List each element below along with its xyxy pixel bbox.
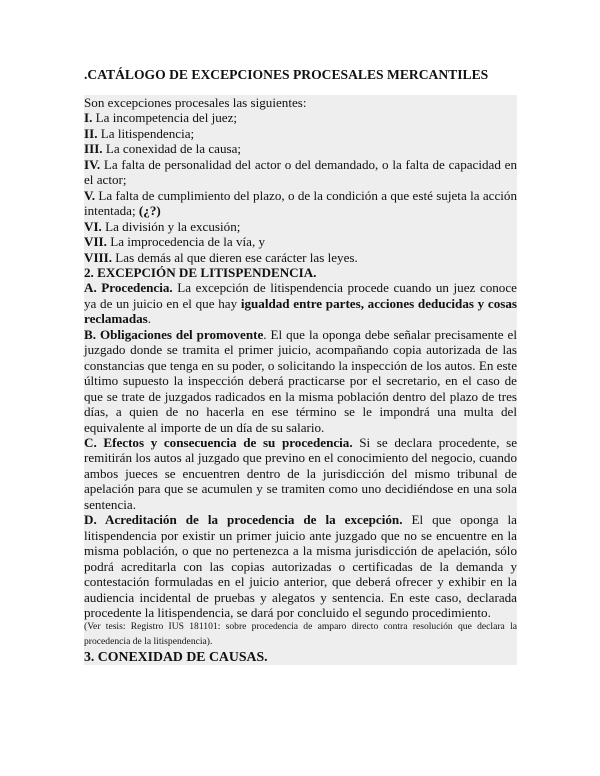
item-text: La improcedencia de la vía, y: [106, 234, 266, 250]
list-item: [84, 234, 517, 249]
item-text: La litispendencia;: [97, 125, 195, 141]
item-number: V.: [84, 187, 96, 203]
paragraph-b: [84, 327, 517, 435]
paragraph-end: .: [147, 311, 152, 327]
list-item: [84, 141, 517, 156]
item-query-mark: (¿?): [138, 203, 161, 219]
paragraph-c: [84, 435, 517, 512]
item-number: VII.: [84, 234, 107, 250]
paragraph-heading: B. Obligaciones del promovente: [84, 326, 264, 342]
item-text: La falta de cumplimiento del plazo, o de la condición a que esté sujeta la acción intentada;: [84, 187, 517, 219]
list-item: [84, 219, 517, 234]
paragraph-text: . El que la oponga debe señalar precisamente el juzgado donde se tramita el primer juicio, acompañando copia autorizada de las constancias que tenga en su poder, o solicitando la inspección de los autos. En este último supuesto la inspección deberá practicarse por el secretario, en el caso de que se trate de juzgados radicados en la misma población dentro del plazo de tres días, a quien de no hacerla en ese término se le impondrá una multa del equivalente al importe de un día de su salario.: [84, 326, 517, 435]
document-title: .CATÁLOGO DE EXCEPCIONES PROCESALES MERCANTILES: [84, 67, 489, 82]
section-heading: 3. CONEXIDAD DE CAUSAS.: [84, 649, 268, 665]
list-item: [84, 157, 517, 188]
item-number: VIII.: [84, 249, 113, 265]
paragraph-text: El que oponga la litispendencia por existir un primer juicio ante juzgado que no se encuentre en la misma población, o que no pertenezca a la misma jurisdicción de apelación, sólo podrá acreditarla con las copias autorizadas o certificadas de la demanda y contestación formuladas en el juicio anterior, que deberá ofrecer y exhibir en la audiencia incidental de pruebas y alegatos y sentencia. En este caso, declarada procedente la litispendencia, se dará por concluido el segundo procedimiento.: [84, 512, 517, 620]
item-text: La falta de personalidad del actor o del demandado, o la falta de capacidad en el actor;: [84, 156, 517, 188]
item-text: La conexidad de la causa;: [102, 141, 242, 157]
item-text: La división y la excusión;: [101, 218, 241, 234]
paragraph-emphasis: igualdad entre partes, acciones deducidas y cosas reclamadas: [84, 295, 517, 327]
paragraph-heading: C. Efectos y consecuencia de su procedencia.: [84, 434, 353, 450]
paragraph-d: [84, 512, 517, 620]
item-text: Las demás al que dieren ese carácter las leyes.: [112, 249, 358, 265]
list-item: [84, 126, 517, 141]
document-body: [84, 95, 517, 665]
paragraph-a: [84, 280, 517, 326]
item-number: III.: [84, 141, 103, 157]
item-text: La incompetencia del juez;: [92, 110, 238, 126]
item-number: IV.: [84, 156, 101, 172]
paragraph-heading: D. Acreditación de la procedencia de la excepción.: [84, 512, 403, 528]
list-item: [84, 188, 517, 219]
section-heading: 2. EXCEPCIÓN DE LITISPENDENCIA.: [84, 264, 317, 280]
reference-note: (Ver tesis: Registro IUS 181101: sobre procedencia de amparo directo contra resolución que declara la procedencia de la litispendencia).: [84, 621, 517, 647]
list-item: [84, 110, 517, 125]
paragraph-text: Si se declara procedente, se remitirán los autos al juzgado que previno en el conocimiento del negocio, cuando ambos jueces se encuentren dentro de la jurisdicción del mismo tribunal de apelación para que se acumulen y se tramiten como uno decidiéndose en una sola sentencia.: [84, 434, 518, 512]
item-number: II.: [84, 125, 98, 141]
item-number: I.: [84, 110, 93, 126]
item-number: VI.: [84, 218, 102, 234]
paragraph-text: La excepción de litispendencia procede cuando un juez conoce ya de un juicio en el que hay: [84, 280, 517, 311]
intro-line: Son excepciones procesales las siguientes:: [84, 95, 307, 110]
list-item: [84, 250, 517, 265]
paragraph-heading: A. Procedencia.: [84, 280, 173, 296]
